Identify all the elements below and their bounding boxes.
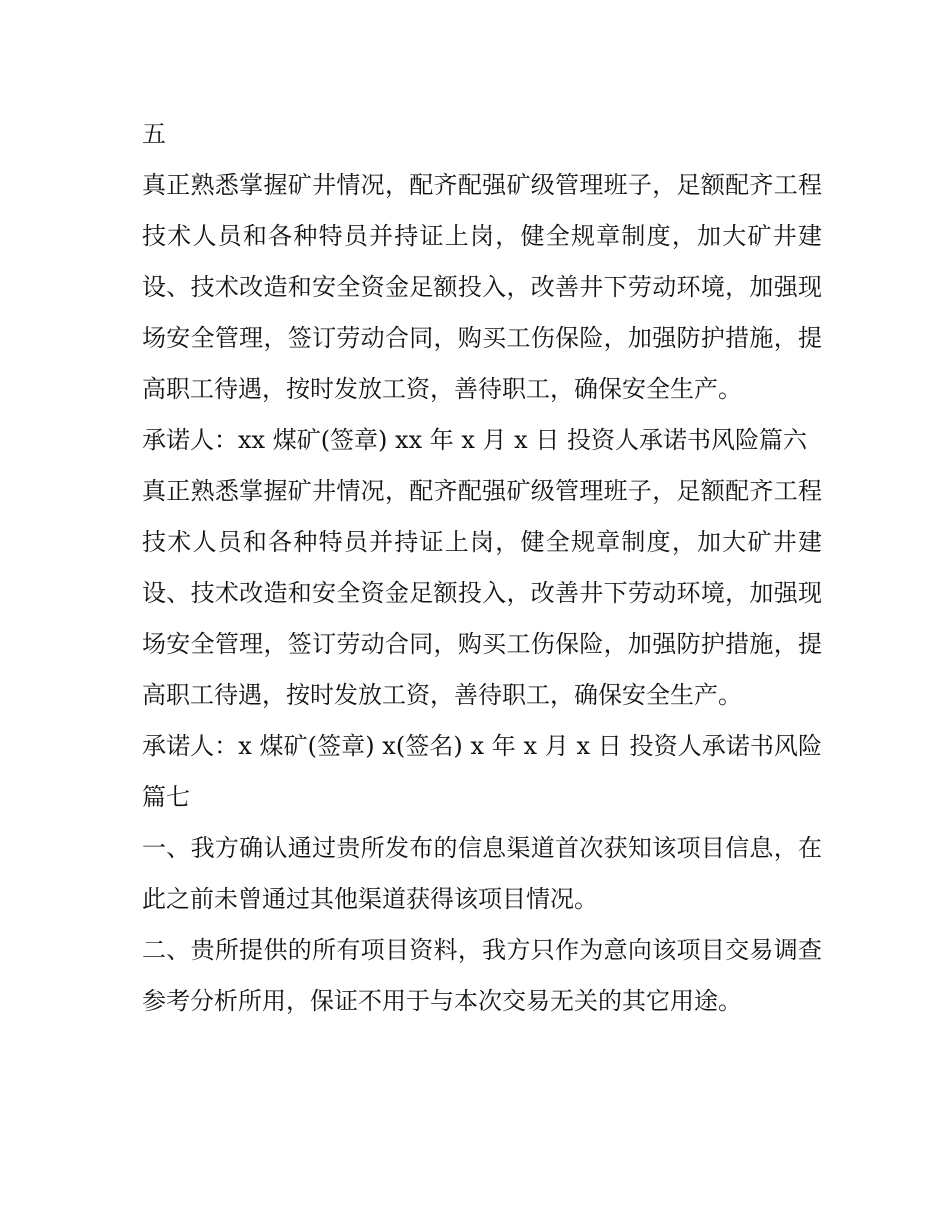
- signature-line: 承诺人：xx 煤矿(签章) xx 年 x 月 x 日 投资人承诺书风险篇六: [142, 426, 807, 454]
- section-heading-five: 五: [142, 120, 166, 148]
- signature-line: 承诺人：x 煤矿(签章) x(签名) x 年 x 月 x 日 投资人承诺书风险篇七: [142, 732, 822, 811]
- clause-one: 一、我方确认通过贵所发布的信息渠道首次获知该项目信息，在此之前未曾通过其他渠道获得该项目情况。: [142, 834, 822, 913]
- document-body: [142, 109, 822, 1027]
- clause-two: 二、贵所提供的所有项目资料，我方只作为意向该项目交易调查参考分析所用，保证不用于与本次交易无关的其它用途。: [142, 936, 822, 1015]
- commitment-paragraph: 真正熟悉掌握矿井情况，配齐配强矿级管理班子，足额配齐工程技术人员和各种特员并持证上岗，健全规章制度，加大矿井建设、技术改造和安全资金足额投入，改善井下劳动环境，加强现场安全管理，签订劳动合同，购买工伤保险，加强防护措施，提高职工待遇，按时发放工资，善待职工，确保安全生产。: [142, 171, 822, 403]
- commitment-paragraph: 真正熟悉掌握矿井情况，配齐配强矿级管理班子，足额配齐工程技术人员和各种特员并持证上岗，健全规章制度，加大矿井建设、技术改造和安全资金足额投入，改善井下劳动环境，加强现场安全管理，签订劳动合同，购买工伤保险，加强防护措施，提高职工待遇，按时发放工资，善待职工，确保安全生产。: [142, 477, 822, 709]
